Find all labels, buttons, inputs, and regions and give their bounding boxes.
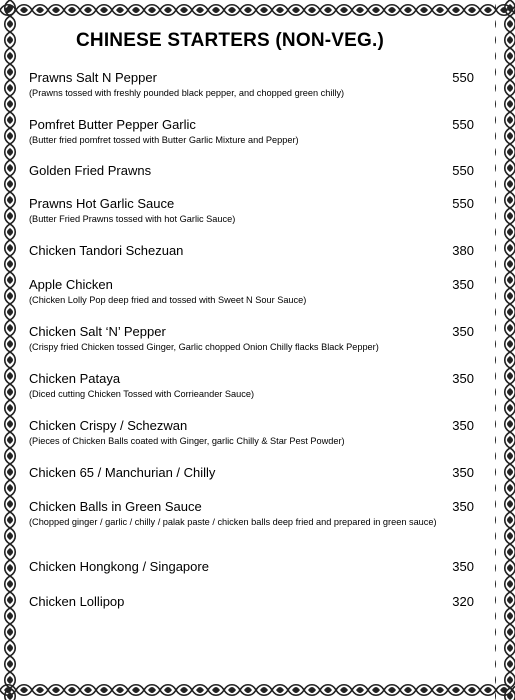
item-name: Chicken Hongkong / Singapore (29, 559, 209, 574)
item-price: 350 (452, 465, 474, 480)
item-description: (Crispy fried Chicken tossed Ginger, Garlic chopped Onion Chilly flacks Black Pepper) (29, 342, 379, 352)
item-name: Apple Chicken (29, 277, 113, 292)
item-price: 350 (452, 499, 474, 514)
menu-item (29, 324, 474, 353)
item-description: (Prawns tossed with freshly pounded black pepper, and chopped green chilly) (29, 88, 345, 98)
item-name: Chicken 65 / Manchurian / Chilly (29, 465, 216, 480)
menu-item (29, 418, 474, 447)
item-description: (Butter Fried Prawns tossed with hot Garlic Sauce) (29, 214, 236, 224)
item-price: 550 (452, 70, 474, 85)
menu-item (29, 499, 474, 528)
item-price: 350 (452, 559, 474, 574)
menu-item (29, 465, 474, 482)
item-description: (Chicken Lolly Pop deep fried and tossed with Sweet N Sour Sauce) (29, 295, 307, 305)
menu-item (29, 559, 474, 576)
item-name: Chicken Lollipop (29, 594, 125, 609)
menu-item (29, 117, 474, 146)
page-title: CHINESE STARTERS (NON-VEG.) (75, 30, 384, 51)
item-description: (Pieces of Chicken Balls coated with Ginger, garlic Chilly & Star Pest Powder) (29, 436, 345, 446)
menu-item (29, 196, 474, 225)
item-price: 350 (452, 371, 474, 386)
item-name: Golden Fried Prawns (29, 163, 152, 178)
item-name: Chicken Salt ‘N’ Pepper (29, 324, 166, 339)
menu-item (29, 371, 474, 400)
item-price: 380 (452, 243, 474, 258)
item-name: Prawns Hot Garlic Sauce (29, 196, 175, 211)
menu-item (29, 70, 474, 99)
item-description: (Butter fried pomfret tossed with Butter Garlic Mixture and Pepper) (29, 135, 299, 145)
menu-item (29, 277, 474, 306)
item-price: 350 (452, 324, 474, 339)
item-price: 320 (452, 594, 474, 609)
item-price: 550 (452, 117, 474, 132)
menu-item (29, 243, 474, 260)
item-name: Chicken Balls in Green Sauce (29, 499, 202, 514)
item-name: Chicken Tandori Schezuan (29, 243, 184, 258)
item-price: 350 (452, 418, 474, 433)
menu-item (29, 163, 474, 180)
item-name: Prawns Salt N Pepper (29, 70, 157, 85)
item-name: Pomfret Butter Pepper Garlic (29, 117, 196, 132)
item-name: Chicken Crispy / Schezwan (29, 418, 188, 433)
item-price: 350 (452, 277, 474, 292)
item-name: Chicken Pataya (29, 371, 121, 386)
item-price: 550 (452, 163, 474, 178)
menu-item (29, 594, 474, 611)
item-price: 550 (452, 196, 474, 211)
item-description: (Chopped ginger / garlic / chilly / palak paste / chicken balls deep fried and prepared in green sauce) (29, 517, 437, 527)
item-description: (Diced cutting Chicken Tossed with Corrieander Sauce) (29, 389, 255, 399)
